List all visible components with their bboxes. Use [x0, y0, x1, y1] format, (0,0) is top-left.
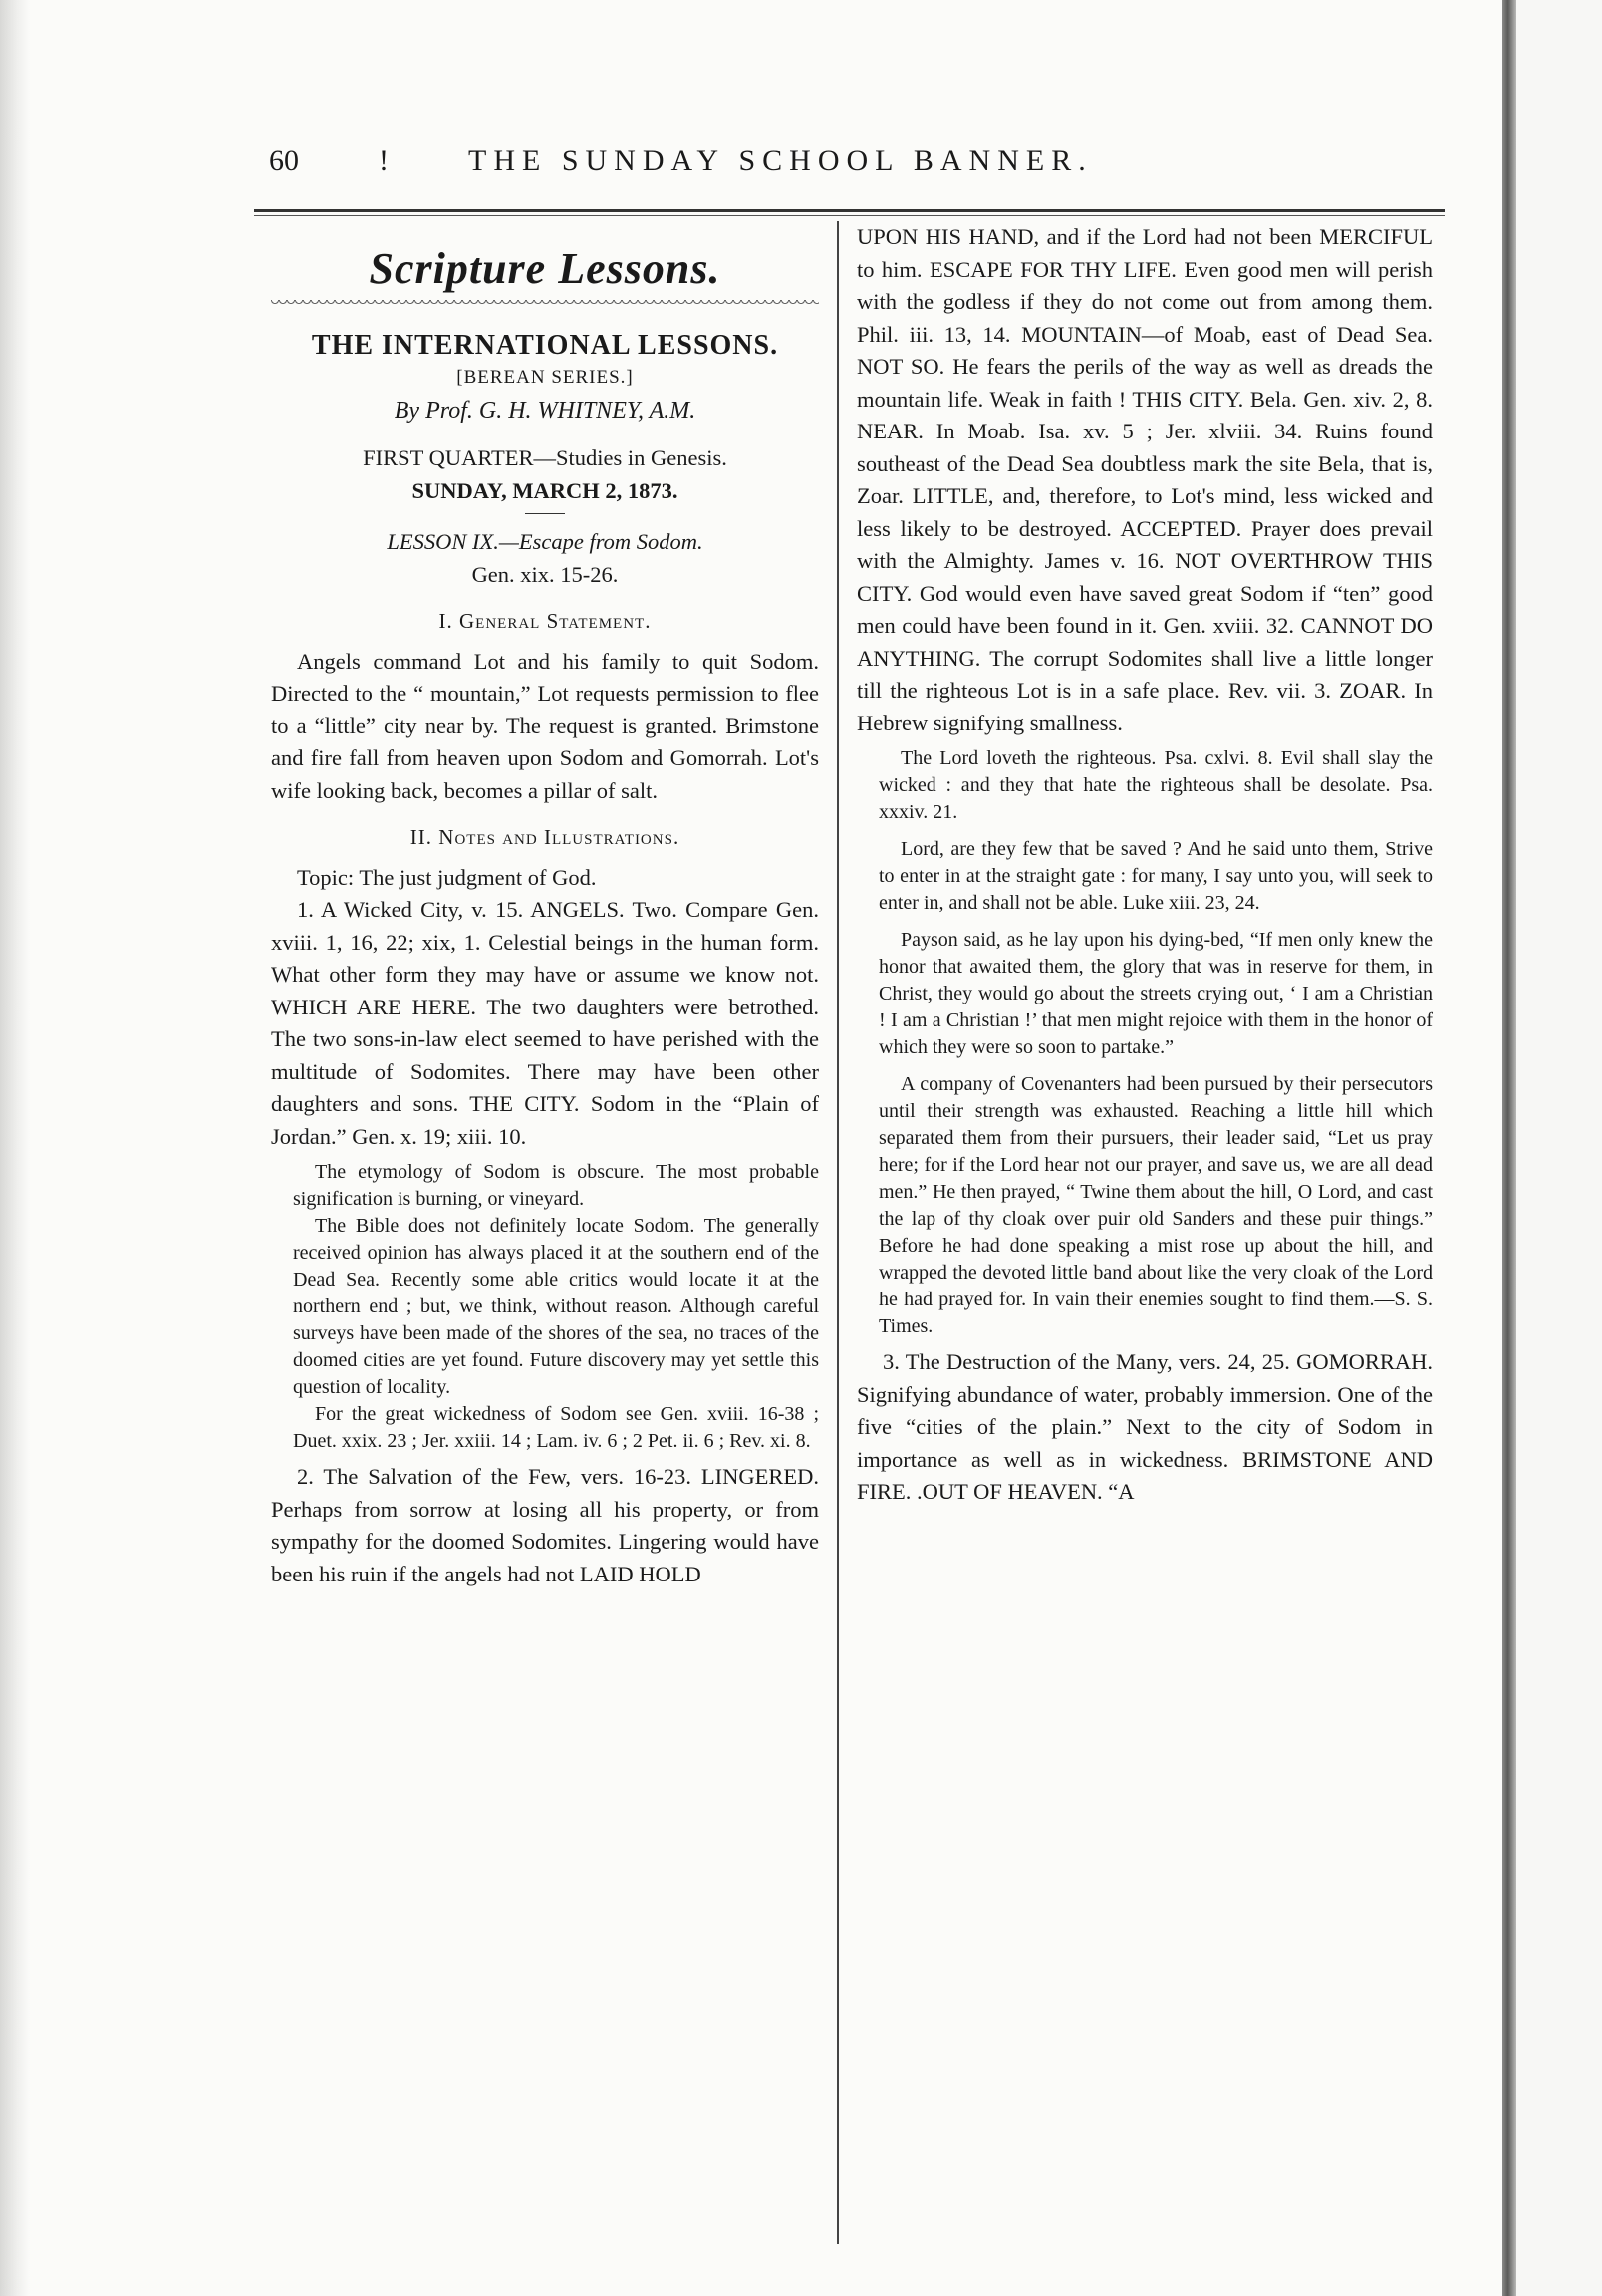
binding-shadow — [0, 0, 30, 2296]
lesson-title: LESSON IX.—Escape from Sodom. — [387, 529, 703, 554]
illustration-wickedness: For the great wickedness of Sodom see Gen. xviii. 16-38 ; Duet. xxix. 23 ; Jer. xxiii. 14 ; Lam. iv. 6 ; 2 Pet. ii. 6 ; Rev. xi. 8. — [293, 1403, 819, 1452]
series-label: [BEREAN SERIES.] — [456, 367, 634, 388]
header-rule — [254, 209, 1445, 216]
adjacent-page — [1502, 0, 1602, 2296]
general-statement-text: Angels command Lot and his family to quit Sodom. Directed to the “ mountain,” Lot requests permission to flee to a “little” city near by. The request is granted. Brimstone and fire fall from heaven upon Sodom and Gomorrah. Lot's wife looking back, becomes a pillar of salt. — [271, 648, 819, 803]
next-page-margin — [1516, 0, 1602, 2296]
small-rule — [525, 513, 565, 514]
illustration-payson: Payson said, as he lay upon his dying-bed, “If men only knew the honor that awaited them, the glory that was in reserve for them, in Christ, they would go about the streets crying out, ‘ I am a Christian ! I am a Christian !’ that men might rejoice with them in the honor of which they were so soon to partake.” — [879, 929, 1433, 1058]
illustration-etymology: The etymology of Sodom is obscure. The most probable signification is burning, or vineyard. — [293, 1161, 819, 1210]
topic-line: Topic: The just judgment of God. — [297, 864, 597, 890]
illustration-covenanters: A company of Covenanters had been pursued by their persecutors until their strength was exhausted. Reaching a little hill which separated them from their pursuers, their leader said, “Let us pray here; for if the Lord hear not our prayer, and save us, we are all dead men.” He then prayed, “ Twine them about the hill, O Lord, and cast the lap of thy cloak over puir old Sanders and these puir things.” Before he had done speaking a mist rose up about the hill, and wrapped the devoted little band about like the very cloak of the Lord he had prayed for. In vain their enemies sought to find them.—S. S. Times. — [879, 1073, 1433, 1337]
column-divider — [837, 221, 839, 2244]
notes-heading: II. Notes and Illustrations. — [409, 825, 680, 849]
illustration-few-saved: Lord, are they few that be saved ? And he said unto them, Strive to enter in at the straight gate : for many, I say unto you, will seek to enter in, and shall not be able. Luke xiii. 23, 24. — [879, 838, 1433, 914]
ornamental-rule — [271, 300, 819, 308]
header-mark: ! — [379, 144, 395, 177]
lesson-date: SUNDAY, MARCH 2, 1873. — [411, 477, 678, 503]
page-number: 60 — [269, 144, 299, 177]
section-title: Scripture Lessons. — [369, 244, 721, 293]
left-column — [271, 221, 819, 2254]
lessons-title: THE INTERNATIONAL LESSONS. — [311, 329, 779, 361]
quarter-heading: FIRST QUARTER—Studies in Genesis. — [363, 445, 727, 470]
note-wicked-city: 1. A Wicked City, v. 15. ANGELS. Two. Compare Gen. xviii. 1, 16, 22; xix, 1. Celestial beings in the human form. What other form they may have or assume we know not. WHICH ARE HERE. The two daughters were betrothed. The two sons-in-law elect seemed to have perished with the multitude of Sodomites. There may have been other daughters and sons. THE CITY. Sodom in the “Plain of Jordan.” Gen. x. 19; xiii. 10. — [271, 897, 819, 1149]
note-destruction: 3. The Destruction of the Many, vers. 24, 25. GOMORRAH. Signifying abundance of water, probably immersion. One of the five “cities of the plain.” Next to the city of Sodom in importance as well as in wickedness. BRIMSTONE AND FIRE. .OUT OF HEAVEN. “A — [857, 1349, 1433, 1504]
illustration-block-left — [293, 1159, 819, 1455]
general-statement-heading: I. General Statement. — [438, 609, 652, 633]
note-continuation: UPON HIS HAND, and if the Lord had not been MERCIFUL to him. ESCAPE FOR THY LIFE. Even good men will perish with the godless if they do not come out from among them. Phil. iii. 13, 14. MOUNTAIN—of Moab, east of Dead Sea. NOT SO. He fears the perils of the way as well as dreads the mountain life. Weak in faith ! THIS CITY. Bela. Gen. xiv. 2, 8. NEAR. In Moab. Isa. xv. 5 ; Jer. xlviii. 34. Ruins found southeast of the Dead Sea doubtless mark the site Bela, that is, Zoar. LITTLE, and, therefore, to Lot's mind, less wicked and less likely to be destroyed. ACCEPTED. Prayer does prevail with the Almighty. James v. 16. NOT OVERTHROW THIS CITY. God would even have saved great Sodom if “ten” good men could have been found in it. Gen. xviii. 32. CANNOT DO ANYTHING. The corrupt Sodomites shall live a little longer till the righteous Lot is in a safe place. Rev. vii. 3. ZOAR. In Hebrew signifying smallness. — [857, 224, 1433, 735]
illustration-location: The Bible does not definitely locate Sodom. The generally received opinion has always placed it at the southern end of the Dead Sea. Recently some able critics would locate it at the northern end ; but, we think, without reason. Although careful surveys have been made of the shores of the sea, no traces of the doomed cities are yet found. Future discovery may yet settle this question of locality. — [293, 1215, 819, 1398]
illustration-righteous: The Lord loveth the righteous. Psa. cxlvi. 8. Evil shall slay the wicked : and they that hate the righteous shall be desolate. Psa. xxxiv. 21. — [879, 747, 1433, 823]
author-byline: By Prof. G. H. WHITNEY, A.M. — [394, 397, 696, 424]
note-salvation: 2. The Salvation of the Few, vers. 16-23. LINGERED. Perhaps from sorrow at losing all his property, or from sympathy for the doomed Sodomites. Lingering would have been his ruin if the angels had not LAID HOLD — [271, 1464, 819, 1586]
right-column — [857, 221, 1433, 2254]
illustration-block-right — [879, 745, 1433, 1340]
page-edge — [1502, 0, 1516, 2296]
running-header — [269, 144, 1445, 188]
journal-title: THE SUNDAY SCHOOL BANNER. — [468, 144, 1093, 177]
scripture-reference: Gen. xix. 15-26. — [471, 561, 619, 587]
